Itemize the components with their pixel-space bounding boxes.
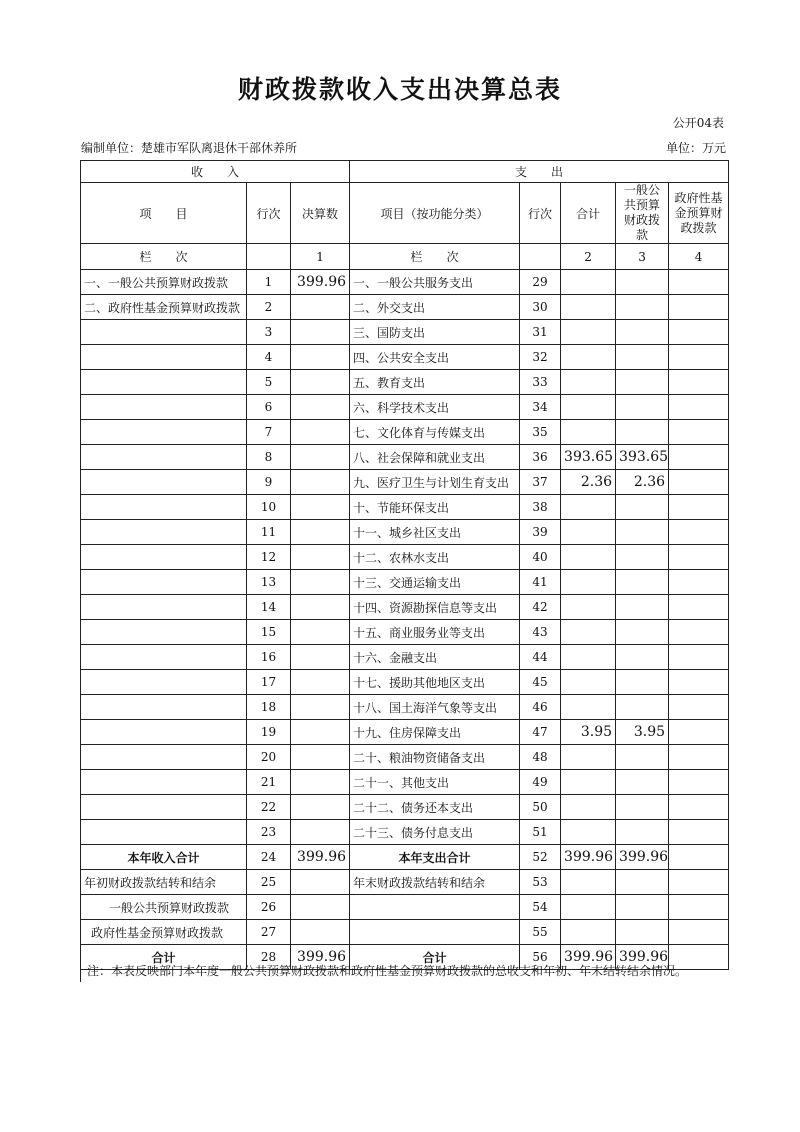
- expense-line-no: 32: [520, 345, 561, 370]
- income-amount: [291, 345, 350, 370]
- expense-line-no: 39: [520, 520, 561, 545]
- expense-total: [561, 545, 616, 570]
- summary-expense-item: [350, 920, 520, 945]
- expense-general-budget: [616, 670, 669, 695]
- expense-line-no: 46: [520, 695, 561, 720]
- unit-label: 单位：万元: [665, 141, 726, 155]
- income-item-header: 项 目: [81, 183, 247, 244]
- expense-line-header: 行次: [520, 183, 561, 244]
- income-line-no: 6: [247, 395, 291, 420]
- income-amount: [291, 445, 350, 470]
- page-title: 财政拨款收入支出决算总表: [237, 75, 562, 104]
- expense-gov-fund: [669, 470, 729, 495]
- income-item: [81, 820, 247, 845]
- expense-general-budget: [616, 770, 669, 795]
- expense-general-budget: [616, 545, 669, 570]
- summary-income-amount: 399.96: [291, 945, 350, 970]
- expense-total: [561, 495, 616, 520]
- expense-item: 四、公共安全支出: [350, 345, 520, 370]
- expense-line-no: 51: [520, 820, 561, 845]
- income-amount: [291, 420, 350, 445]
- income-line-no: 22: [247, 795, 291, 820]
- summary-expense-gov-fund: [669, 870, 729, 895]
- table-row: [81, 620, 729, 645]
- income-amount: [291, 520, 350, 545]
- expense-general-budget: [616, 695, 669, 720]
- income-line-no: 5: [247, 370, 291, 395]
- expense-line-no: 31: [520, 320, 561, 345]
- income-line-no: 8: [247, 445, 291, 470]
- expense-item: 十九、住房保障支出: [350, 720, 520, 745]
- income-item: [81, 645, 247, 670]
- expense-item: 九、医疗卫生与计划生育支出: [350, 470, 520, 495]
- expense-general-budget: [616, 420, 669, 445]
- expense-item: 十一、城乡社区支出: [350, 520, 520, 545]
- expense-header: 支 出: [350, 161, 729, 183]
- expense-total: [561, 345, 616, 370]
- expense-total: [561, 670, 616, 695]
- expense-general-budget: [616, 295, 669, 320]
- form-number: 公开04表: [672, 116, 724, 130]
- income-amount: [291, 745, 350, 770]
- general-budget-header: 一般公共预算财政拨款: [616, 183, 669, 244]
- header-row-columns: [81, 183, 729, 244]
- expense-gov-fund: [669, 820, 729, 845]
- expense-line-no: 29: [520, 270, 561, 295]
- expense-gov-fund: [669, 270, 729, 295]
- income-item: [81, 445, 247, 470]
- expense-gov-fund: [669, 495, 729, 520]
- income-amount: [291, 320, 350, 345]
- expense-item: 二十、粮油物资储备支出: [350, 745, 520, 770]
- table-row: [81, 320, 729, 345]
- table-row: [81, 370, 729, 395]
- expense-gov-fund: [669, 670, 729, 695]
- summary-expense-item: 年末财政拨款结转和结余: [350, 870, 520, 895]
- expense-general-budget: [616, 345, 669, 370]
- expense-line-no: 45: [520, 670, 561, 695]
- income-item: 二、政府性基金预算财政拨款: [81, 295, 247, 320]
- expense-gov-fund: [669, 645, 729, 670]
- income-line-no: 15: [247, 620, 291, 645]
- expense-general-budget: [616, 795, 669, 820]
- income-item: [81, 620, 247, 645]
- summary-expense-total: 399.96: [561, 845, 616, 870]
- income-item: [81, 595, 247, 620]
- income-amount: [291, 820, 350, 845]
- income-item: 一、一般公共预算财政拨款: [81, 270, 247, 295]
- income-line-header: 行次: [247, 183, 291, 244]
- income-line-no: 16: [247, 645, 291, 670]
- table-row: [81, 570, 729, 595]
- summary-expense-total: 399.96: [561, 945, 616, 970]
- summary-expense-item: 本年支出合计: [350, 845, 520, 870]
- income-amount: [291, 570, 350, 595]
- table-row: [81, 820, 729, 845]
- income-line-no: 4: [247, 345, 291, 370]
- summary-income-line-no: 25: [247, 870, 291, 895]
- table-row: [81, 595, 729, 620]
- summary-income-amount: 399.96: [291, 845, 350, 870]
- expense-total: [561, 370, 616, 395]
- expense-general-budget: [616, 395, 669, 420]
- col-index-4: 4: [669, 244, 729, 270]
- summary-income-item: 政府性基金预算财政拨款: [81, 920, 247, 945]
- income-item: [81, 495, 247, 520]
- budget-table: [80, 160, 729, 970]
- expense-gov-fund: [669, 420, 729, 445]
- table-row: [81, 445, 729, 470]
- table-row: [81, 270, 729, 295]
- summary-expense-line-no: 54: [520, 895, 561, 920]
- table-row: [81, 745, 729, 770]
- expense-gov-fund: [669, 295, 729, 320]
- expense-item: 一、一般公共服务支出: [350, 270, 520, 295]
- expense-gov-fund: [669, 770, 729, 795]
- income-line-no: 21: [247, 770, 291, 795]
- income-line-no: 12: [247, 545, 291, 570]
- total-header: 合计: [561, 183, 616, 244]
- expense-total: [561, 645, 616, 670]
- summary-expense-line-no: 56: [520, 945, 561, 970]
- summary-income-line-no: 24: [247, 845, 291, 870]
- expense-general-budget: [616, 745, 669, 770]
- income-amount: [291, 720, 350, 745]
- income-amount: [291, 395, 350, 420]
- income-amount-header: 决算数: [291, 183, 350, 244]
- expense-total: [561, 420, 616, 445]
- expense-item: 十、节能环保支出: [350, 495, 520, 520]
- expense-line-no: 44: [520, 645, 561, 670]
- expense-item: 七、文化体育与传媒支出: [350, 420, 520, 445]
- expense-gov-fund: [669, 695, 729, 720]
- expense-gov-fund: [669, 795, 729, 820]
- summary-row: [81, 870, 729, 895]
- income-item: [81, 345, 247, 370]
- summary-income-amount: [291, 920, 350, 945]
- table-row: [81, 395, 729, 420]
- income-line-no: 7: [247, 420, 291, 445]
- summary-income-item: 一般公共预算财政拨款: [81, 895, 247, 920]
- expense-general-budget: 393.65: [616, 445, 669, 470]
- expense-general-budget: [616, 620, 669, 645]
- income-item: [81, 670, 247, 695]
- expense-item: 二、外交支出: [350, 295, 520, 320]
- expense-item: 八、社会保障和就业支出: [350, 445, 520, 470]
- expense-gov-fund: [669, 320, 729, 345]
- expense-gov-fund: [669, 370, 729, 395]
- summary-income-item: 本年收入合计: [81, 845, 247, 870]
- table-row: [81, 695, 729, 720]
- income-line-no: 11: [247, 520, 291, 545]
- income-line-no: 23: [247, 820, 291, 845]
- gov-fund-header: 政府性基金预算财政拨款: [669, 183, 729, 244]
- summary-expense-line-no: 53: [520, 870, 561, 895]
- empty-cell: [247, 244, 291, 270]
- income-amount: [291, 670, 350, 695]
- summary-income-amount: [291, 870, 350, 895]
- expense-total: [561, 795, 616, 820]
- expense-general-budget: [616, 370, 669, 395]
- income-line-no: 3: [247, 320, 291, 345]
- income-item: [81, 770, 247, 795]
- summary-expense-gov-fund: [669, 845, 729, 870]
- table-row: [81, 670, 729, 695]
- income-line-no: 2: [247, 295, 291, 320]
- expense-line-no: 34: [520, 395, 561, 420]
- expense-gov-fund: [669, 345, 729, 370]
- summary-expense-general-budget: 399.96: [616, 945, 669, 970]
- income-line-no: 17: [247, 670, 291, 695]
- expense-general-budget: [616, 570, 669, 595]
- summary-expense-line-no: 55: [520, 920, 561, 945]
- income-item: [81, 720, 247, 745]
- expense-line-no: 49: [520, 770, 561, 795]
- expense-gov-fund: [669, 595, 729, 620]
- expense-line-no: 33: [520, 370, 561, 395]
- table-row: [81, 495, 729, 520]
- expense-general-budget: [616, 270, 669, 295]
- income-amount: [291, 295, 350, 320]
- summary-expense-general-budget: [616, 870, 669, 895]
- expense-general-budget: [616, 320, 669, 345]
- expense-gov-fund: [669, 520, 729, 545]
- expense-total: [561, 595, 616, 620]
- income-line-no: 13: [247, 570, 291, 595]
- footnote: 注：本表反映部门本年度一般公共预算财政拨款和政府性基金预算财政拨款的总收支和年初、年末结转结余情况。: [80, 960, 728, 982]
- summary-expense-item: [350, 895, 520, 920]
- income-amount: [291, 595, 350, 620]
- expense-total: 3.95: [561, 720, 616, 745]
- summary-expense-item: 合计: [350, 945, 520, 970]
- income-line-no: 14: [247, 595, 291, 620]
- expense-line-no: 36: [520, 445, 561, 470]
- expense-line-no: 43: [520, 620, 561, 645]
- col-index-3: 3: [616, 244, 669, 270]
- expense-line-no: 47: [520, 720, 561, 745]
- expense-total: [561, 395, 616, 420]
- summary-expense-general-budget: [616, 895, 669, 920]
- income-amount: [291, 645, 350, 670]
- expense-general-budget: [616, 595, 669, 620]
- expense-line-no: 37: [520, 470, 561, 495]
- expense-total: [561, 320, 616, 345]
- income-item: [81, 395, 247, 420]
- table-row: [81, 720, 729, 745]
- empty-cell: [520, 244, 561, 270]
- expense-total: [561, 820, 616, 845]
- expense-line-no: 50: [520, 795, 561, 820]
- expense-total: [561, 270, 616, 295]
- income-item: [81, 795, 247, 820]
- income-item: [81, 320, 247, 345]
- summary-expense-line-no: 52: [520, 845, 561, 870]
- income-item: [81, 420, 247, 445]
- expense-line-no: 42: [520, 595, 561, 620]
- income-item: [81, 745, 247, 770]
- income-item: [81, 570, 247, 595]
- expense-total: [561, 295, 616, 320]
- expense-total: [561, 770, 616, 795]
- expense-item: 二十一、其他支出: [350, 770, 520, 795]
- summary-expense-gov-fund: [669, 920, 729, 945]
- summary-expense-total: [561, 870, 616, 895]
- expense-item: 二十二、债务还本支出: [350, 795, 520, 820]
- summary-expense-total: [561, 920, 616, 945]
- summary-income-line-no: 27: [247, 920, 291, 945]
- expense-item: 十六、金融支出: [350, 645, 520, 670]
- table-row: [81, 545, 729, 570]
- expense-general-budget: [616, 645, 669, 670]
- table-row: [81, 345, 729, 370]
- expense-line-no: 35: [520, 420, 561, 445]
- summary-income-item: 合计: [81, 945, 247, 970]
- table-row: [81, 645, 729, 670]
- expense-item: 十五、商业服务业等支出: [350, 620, 520, 645]
- summary-row: [81, 920, 729, 945]
- expense-line-no: 30: [520, 295, 561, 320]
- income-amount: [291, 370, 350, 395]
- expense-line-no: 40: [520, 545, 561, 570]
- expense-gov-fund: [669, 720, 729, 745]
- expense-item: 十二、农林水支出: [350, 545, 520, 570]
- expense-gov-fund: [669, 445, 729, 470]
- expense-gov-fund: [669, 570, 729, 595]
- summary-expense-general-budget: 399.96: [616, 845, 669, 870]
- income-amount: [291, 545, 350, 570]
- expense-item-header: 项目（按功能分类）: [350, 183, 520, 244]
- summary-income-line-no: 26: [247, 895, 291, 920]
- expense-col-label: 栏 次: [350, 244, 520, 270]
- income-header: 收 入: [81, 161, 350, 183]
- income-amount: [291, 470, 350, 495]
- income-amount: [291, 795, 350, 820]
- expense-total: [561, 570, 616, 595]
- income-item: [81, 695, 247, 720]
- expense-gov-fund: [669, 620, 729, 645]
- income-item: [81, 520, 247, 545]
- table-row: [81, 420, 729, 445]
- income-line-no: 10: [247, 495, 291, 520]
- income-amount: [291, 495, 350, 520]
- table-row: [81, 470, 729, 495]
- expense-total: [561, 520, 616, 545]
- table-row: [81, 770, 729, 795]
- summary-row: [81, 895, 729, 920]
- income-line-no: 1: [247, 270, 291, 295]
- income-amount: [291, 770, 350, 795]
- summary-income-item: 年初财政拨款结转和结余: [81, 870, 247, 895]
- expense-item: 三、国防支出: [350, 320, 520, 345]
- col-index-1: 1: [291, 244, 350, 270]
- expense-general-budget: 2.36: [616, 470, 669, 495]
- income-line-no: 19: [247, 720, 291, 745]
- expense-line-no: 38: [520, 495, 561, 520]
- expense-total: 2.36: [561, 470, 616, 495]
- col-index-2: 2: [561, 244, 616, 270]
- expense-gov-fund: [669, 395, 729, 420]
- expense-total: 393.65: [561, 445, 616, 470]
- expense-gov-fund: [669, 545, 729, 570]
- income-amount: 399.96: [291, 270, 350, 295]
- table-row: [81, 520, 729, 545]
- summary-expense-total: [561, 895, 616, 920]
- table-row: [81, 795, 729, 820]
- expense-general-budget: [616, 520, 669, 545]
- expense-item: 十七、援助其他地区支出: [350, 670, 520, 695]
- income-line-no: 20: [247, 745, 291, 770]
- expense-general-budget: [616, 820, 669, 845]
- income-item: [81, 545, 247, 570]
- income-col-label: 栏 次: [81, 244, 247, 270]
- expense-line-no: 48: [520, 745, 561, 770]
- expense-total: [561, 620, 616, 645]
- org-label: 编制单位：楚雄市军队离退休干部休养所: [81, 141, 298, 155]
- header-row-col-index: [81, 244, 729, 270]
- summary-expense-gov-fund: [669, 895, 729, 920]
- expense-item: 五、教育支出: [350, 370, 520, 395]
- expense-item: 二十三、债务付息支出: [350, 820, 520, 845]
- income-amount: [291, 620, 350, 645]
- expense-general-budget: [616, 495, 669, 520]
- expense-gov-fund: [669, 745, 729, 770]
- income-amount: [291, 695, 350, 720]
- income-line-no: 18: [247, 695, 291, 720]
- table-row: [81, 295, 729, 320]
- expense-item: 十三、交通运输支出: [350, 570, 520, 595]
- header-row-sections: [81, 161, 729, 183]
- income-line-no: 9: [247, 470, 291, 495]
- expense-general-budget: 3.95: [616, 720, 669, 745]
- income-item: [81, 370, 247, 395]
- expense-item: 六、科学技术支出: [350, 395, 520, 420]
- summary-row: [81, 845, 729, 870]
- summary-income-line-no: 28: [247, 945, 291, 970]
- expense-total: [561, 745, 616, 770]
- expense-item: 十四、资源勘探信息等支出: [350, 595, 520, 620]
- expense-line-no: 41: [520, 570, 561, 595]
- expense-item: 十八、国土海洋气象等支出: [350, 695, 520, 720]
- summary-expense-general-budget: [616, 920, 669, 945]
- expense-total: [561, 695, 616, 720]
- income-item: [81, 470, 247, 495]
- summary-income-amount: [291, 895, 350, 920]
